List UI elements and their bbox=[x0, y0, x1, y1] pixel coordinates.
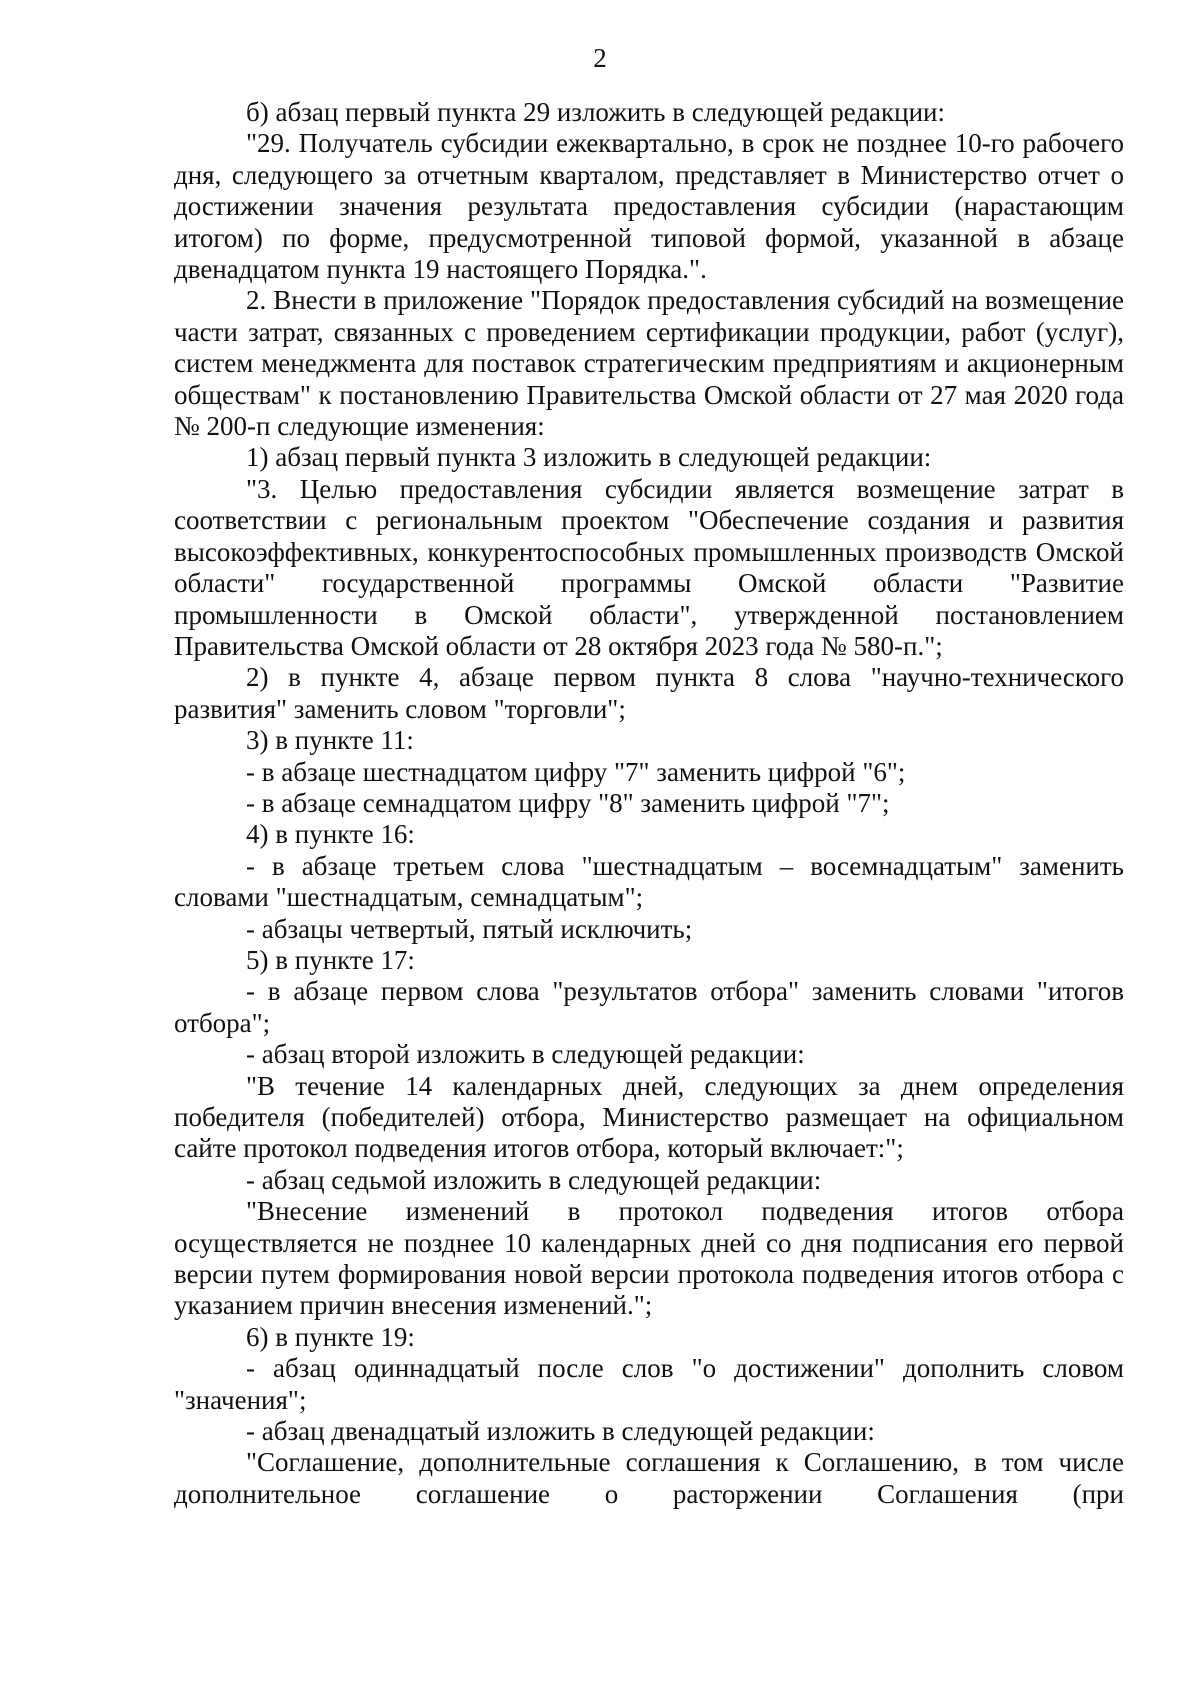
paragraph: 2) в пункте 4, абзаце первом пункта 8 слова "научно-технического развития" заменить словом "торговли"; bbox=[174, 662, 1124, 724]
paragraph: - абзац одиннадцатый после слов "о достижении" дополнить словом "значения"; bbox=[174, 1353, 1124, 1415]
paragraph: - в абзаце третьем слова "шестнадцатым – восемнадцатым" заменить словами "шестнадцатым, семнадцатым"; bbox=[174, 850, 1124, 913]
paragraph: 2. Внести в приложение "Порядок предоставления субсидий на возмещение части затрат, связанных с проведением сертификации продукции, работ (услуг), систем менеджмента для поставок стратегическим предприятиям и акционерным обществам" к постановлению Правительства Омской области от 27 мая 2020 года № 200-п следующие изменения: bbox=[174, 285, 1124, 442]
paragraph: 1) абзац первый пункта 3 изложить в следующей редакции: bbox=[246, 442, 932, 473]
page-number: 2 bbox=[593, 43, 607, 73]
paragraph: - абзацы четвертый, пятый исключить; bbox=[246, 913, 693, 944]
paragraph: "В течение 14 календарных дней, следующих за днем определения победителя (победителей) отбора, Министерство размещает на официальном сайте протокол подведения итогов отбора, который включает:"; bbox=[174, 1070, 1124, 1164]
paragraph: - абзац второй изложить в следующей редакции: bbox=[246, 1039, 805, 1070]
document-body bbox=[174, 97, 1124, 1510]
paragraph: 5) в пункте 17: bbox=[246, 944, 415, 975]
paragraph: - в абзаце семнадцатом цифру "8" заменить цифрой "7"; bbox=[246, 787, 890, 818]
paragraph: б) абзац первый пункта 29 изложить в следующей редакции: bbox=[246, 97, 946, 127]
paragraph: - в абзаце шестнадцатом цифру "7" заменить цифрой "6"; bbox=[246, 756, 906, 787]
paragraph: - абзац двенадцатый изложить в следующей редакции: bbox=[246, 1416, 875, 1447]
paragraph: 4) в пункте 16: bbox=[246, 819, 415, 850]
paragraph: "Внесение изменений в протокол подведения итогов отбора осуществляется не позднее 10 календарных дней со дня подписания его первой версии путем формирования новой версии протокола подведения итогов отбора с указанием причин внесения изменений."; bbox=[174, 1196, 1124, 1321]
paragraph: "3. Целью предоставления субсидии является возмещение затрат в соответствии с региональным проектом "Обеспечение создания и развития высокоэффективных, конкурентоспособных промышленных производств Омской области" государственной программы Омской области "Развитие промышленности в Омской области", утвержденной постановлением Правительства Омской области от 28 октября 2023 года № 580-п."; bbox=[174, 473, 1124, 661]
paragraph: 3) в пункте 11: bbox=[246, 725, 414, 756]
paragraph: "29. Получатель субсидии ежеквартально, в срок не позднее 10-го рабочего дня, следующего за отчетным кварталом, представляет в Министерство отчет о достижении значения результата предоставления субсидии (нарастающим итогом) по форме, предусмотренной типовой формой, указанной в абзаце двенадцатом пункта 19 настоящего Порядка.". bbox=[174, 128, 1124, 285]
paragraph: - в абзаце первом слова "результатов отбора" заменить словами "итогов отбора"; bbox=[174, 976, 1124, 1038]
paragraph: "Соглашение, дополнительные соглашения к Соглашению, в том числе дополнительное соглашение о расторжении Соглашения (при bbox=[174, 1447, 1124, 1509]
paragraph: - абзац седьмой изложить в следующей редакции: bbox=[246, 1164, 822, 1195]
paragraph: 6) в пункте 19: bbox=[246, 1321, 415, 1352]
